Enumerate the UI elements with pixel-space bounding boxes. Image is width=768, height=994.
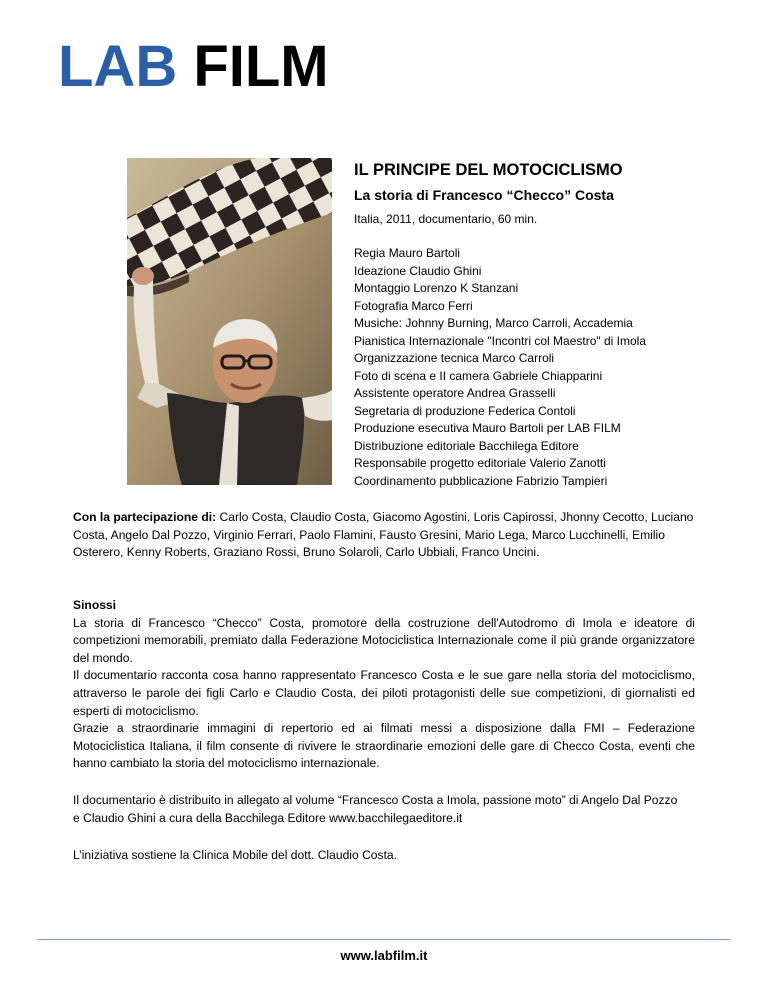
credit-line: Responsabile progetto editoriale Valerio Zanotti: [354, 456, 606, 470]
credit-line: Musiche: Johnny Burning, Marco Carroli, Accademia: [354, 316, 633, 330]
credit-line: Montaggio Lorenzo K Stanzani: [354, 281, 519, 295]
logo-lab-text: LAB: [58, 34, 178, 99]
synopsis-paragraph: Grazie a straordinarie immagini di repertorio ed ai filmati messi a disposizione dalla FMI – Federazione Motociclistica Italiana, il film consente di rivivere le straordinarie emozioni delle gare di Checco Costa, eventi che hanno cambiato la storia del motociclismo internazionale.: [73, 721, 695, 771]
footer-website-link[interactable]: www.labfilm.it: [340, 948, 428, 963]
initiative-text: L’iniziativa sostiene la Clinica Mobile del dott. Claudio Costa.: [73, 848, 398, 862]
film-info: [354, 160, 734, 490]
credit-line: Organizzazione tecnica Marco Carroli: [354, 351, 555, 365]
credit-line: Regia Mauro Bartoli: [354, 246, 461, 260]
lab-film-logo: [58, 34, 329, 99]
credit-line: Assistente operatore Andrea Grasselli: [354, 386, 556, 400]
film-subtitle: La storia di Francesco “Checco” Costa: [354, 187, 614, 203]
credit-line: Fotografia Marco Ferri: [354, 298, 473, 313]
film-title: IL PRINCIPE DEL MOTOCICLISMO: [354, 161, 623, 179]
film-meta: Italia, 2011, documentario, 60 min.: [354, 212, 538, 226]
credit-line: Segretaria di produzione Federica Contoli: [354, 403, 576, 418]
credit-line: Coordinamento pubblicazione Fabrizio Tampieri: [354, 473, 608, 488]
credit-line: Ideazione Claudio Ghini: [354, 263, 482, 278]
participation-label: Con la partecipazione di:: [73, 510, 217, 524]
credit-line: Pianistica Internazionale "Incontri col Maestro" di Imola: [354, 333, 646, 348]
logo-film-text: FILM: [193, 34, 329, 99]
footer-divider: [37, 939, 730, 940]
participation-names: Carlo Costa, Claudio Costa, Giacomo Agostini, Loris Capirossi, Jhonny Cecotto, Luciano Costa, Angelo Dal Pozzo, Virginio Ferrari, Paolo Flamini, Fausto Gresini, Mario Lega, Marco Lucchinelli, Emilio Osterero, Kenny Roberts, Graziano Rossi, Bruno Solaroli, Carlo Ubbiali, Franco Uncini.: [73, 510, 694, 560]
man-waving-checkered-flag-image: [127, 158, 332, 485]
credits-list: [354, 245, 734, 490]
distribution-text: Il documentario è distribuito in allegato al volume “Francesco Costa a Imola, passione moto” di Angelo Dal Pozzo e Claudio Ghini a cura della Bacchilega Editore www.bacchilegaeditore.it: [73, 793, 678, 825]
participation-section: [73, 509, 695, 562]
credit-line: Foto di scena e II camera Gabriele Chiapparini: [354, 368, 603, 383]
synopsis-paragraph: La storia di Francesco “Checco” Costa, promotore della costruzione dell'Autodromo di Imola e ideatore di competizioni memorabili, premiato dalla Federazione Motociclistica Internazionale come il più grande organizzatore del mondo.: [73, 615, 695, 665]
synopsis-section: [73, 597, 695, 773]
credit-line: Produzione esecutiva Mauro Bartoli per LAB FILM: [354, 421, 621, 435]
poster-photo: [127, 158, 332, 485]
credit-line: Distribuzione editoriale Bacchilega Editore: [354, 438, 579, 453]
distribution-note: [73, 792, 683, 827]
synopsis-paragraph: Il documentario racconta cosa hanno rappresentato Francesco Costa e le sue gare nella storia del motociclismo, attraverso le parole dei figli Carlo e Claudio Costa, dei piloti protagonisti delle sue competizioni, di giornalisti ed esperti di motociclismo.: [73, 668, 695, 718]
initiative-note: [73, 847, 695, 865]
synopsis-heading: Sinossi: [73, 598, 117, 612]
